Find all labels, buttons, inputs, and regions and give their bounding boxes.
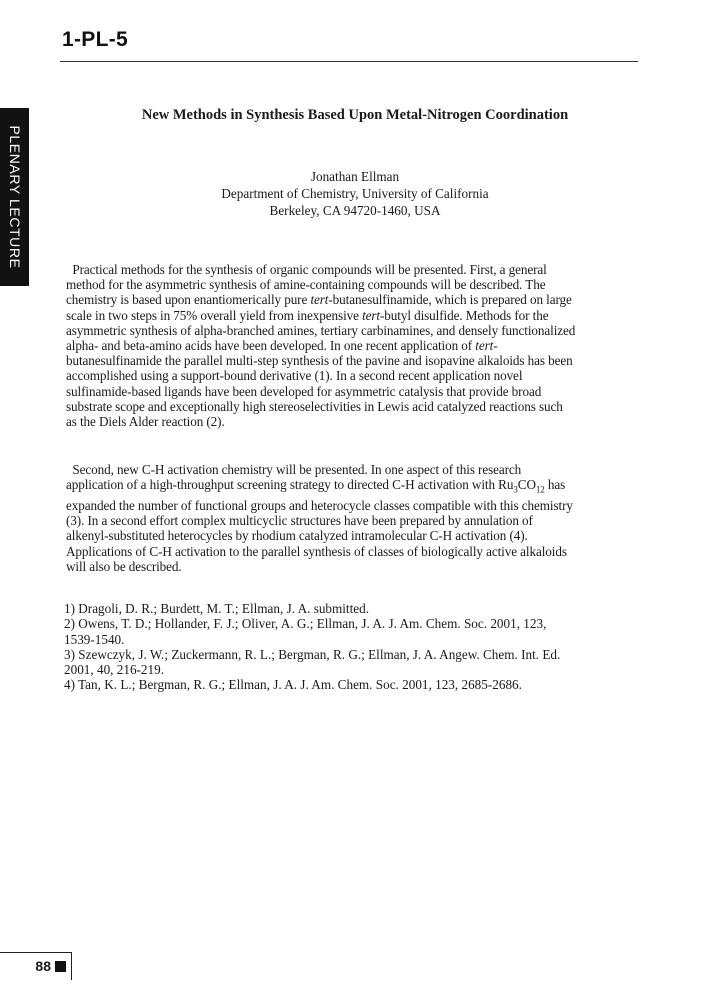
reference-item: 2001, 40, 216-219. bbox=[64, 662, 165, 678]
references-list bbox=[64, 601, 644, 693]
abstract-line: as the Diels Alder reaction (2). bbox=[66, 414, 225, 430]
reference-item: 4) Tan, K. L.; Bergman, R. G.; Ellman, J. A. J. Am. Chem. Soc. 2001, 123, 2685-2686. bbox=[64, 677, 522, 693]
abstract-line: scale in two steps in 75% overall yield from inexpensive tert-butyl disulfide. Methods for the bbox=[66, 307, 549, 323]
abstract-paragraph-1 bbox=[66, 262, 646, 429]
author-address: Berkeley, CA 94720-1460, USA bbox=[269, 203, 441, 218]
abstract-line: Second, new C-H activation chemistry will be presented. In one aspect of this research bbox=[66, 462, 522, 477]
abstract-line: substrate scope and exceptionally high stereoselectivities in Lewis acid catalyzed reactions such bbox=[66, 398, 563, 414]
abstract-line: sulfinamide-based ligands have been developed for asymmetric catalysis that provide broad bbox=[66, 383, 542, 399]
reference-item: 1539-1540. bbox=[64, 631, 125, 647]
reference-item: 2) Owens, T. D.; Hollander, F. J.; Oliver, A. G.; Ellman, J. A. J. Am. Chem. Soc. 2001, 123, bbox=[64, 616, 547, 632]
header-rule bbox=[60, 61, 638, 62]
plenary-lecture-tab bbox=[0, 108, 29, 286]
abstract-paragraph-2 bbox=[66, 462, 646, 574]
reference-item: 3) Szewczyk, J. W.; Zuckermann, R. L.; Bergman, R. G.; Ellman, J. A. Angew. Chem. Int. Ed. bbox=[64, 646, 561, 662]
abstract-line: will also be described. bbox=[66, 558, 182, 574]
abstract-line: chemistry is based upon enantiomerically pure tert-butanesulfinamide, which is prepared on large bbox=[66, 292, 572, 308]
abstract-line: alpha- and beta-amino acids have been developed. In one recent application of tert- bbox=[66, 338, 498, 354]
author-name: Jonathan Ellman bbox=[310, 169, 400, 184]
page-number-box bbox=[0, 952, 72, 980]
abstract-line: application of a high-throughput screening strategy to directed C-H activation with $Ru_3CO_{12}$ has bbox=[66, 477, 566, 495]
page-marker-square-icon bbox=[55, 961, 66, 972]
author-block bbox=[60, 168, 650, 219]
abstract-line: Practical methods for the synthesis of organic compounds will be presented. First, a general bbox=[66, 262, 547, 277]
author-department: Department of Chemistry, University of California bbox=[221, 186, 489, 201]
abstract-line: butanesulfinamide the parallel multi-step synthesis of the pavine and isopavine alkaloids has been bbox=[66, 353, 573, 369]
abstract-line: accomplished using a support-bound derivative (1). In a second recent application novel bbox=[66, 368, 523, 384]
reference-item: 1) Dragoli, D. R.; Burdett, M. T.; Ellman, J. A. submitted. bbox=[64, 601, 370, 616]
abstract-line: expanded the number of functional groups and heterocycle classes compatible with this chemistry bbox=[66, 498, 573, 514]
page-number: 88 bbox=[35, 958, 51, 974]
abstract-line: Applications of C-H activation to the parallel synthesis of classes of biologically active alkaloids bbox=[66, 543, 567, 559]
session-code: 1-PL-5 bbox=[62, 28, 128, 51]
plenary-lecture-label: PLENARY LECTURE bbox=[6, 125, 23, 269]
abstract-line: asymmetric synthesis of alpha-branched amines, tertiary carbinamines, and densely functionalized bbox=[66, 322, 576, 338]
paper-title: New Methods in Synthesis Based Upon Metal-Nitrogen Coordination bbox=[141, 107, 569, 123]
abstract-line: alkenyl-substituted heterocycles by rhodium catalyzed intramolecular C-H activation (4). bbox=[66, 528, 528, 544]
abstract-line: (3). In a second effort complex multicyclic structures have been prepared by annulation of bbox=[66, 513, 533, 529]
abstract-line: method for the asymmetric synthesis of amine-containing compounds will be described. The bbox=[66, 277, 546, 293]
